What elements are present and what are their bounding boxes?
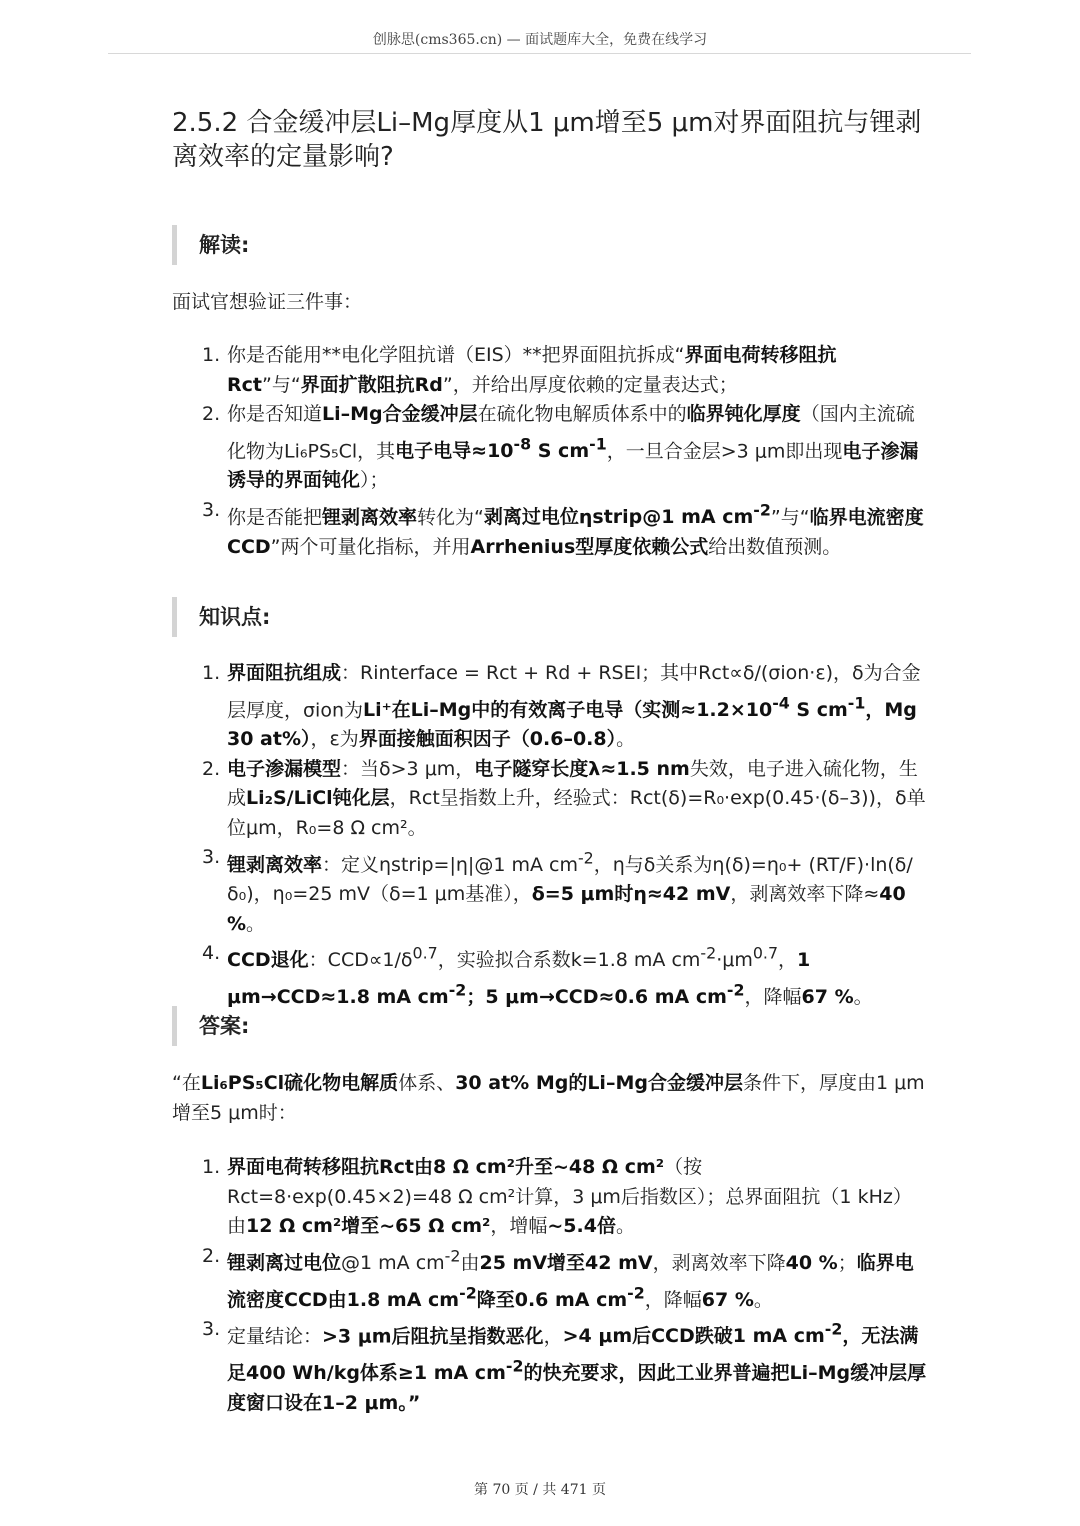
interpretation-intro: 面试官想验证三件事： bbox=[172, 291, 363, 313]
list-item bbox=[172, 755, 927, 844]
list-item bbox=[172, 1153, 927, 1242]
list-item bbox=[172, 659, 927, 755]
answer-intro: “在Li₆PS₅Cl硫化物电解质体系、30 at% Mg的Li–Mg合金缓冲层条件下，厚度由1 μm增至5 μm时： bbox=[172, 1072, 925, 1124]
page-header: 创脉思(cms365.cn) — 面试题库大全，免费在线学习 bbox=[372, 32, 708, 48]
list-item-text: 电子渗漏模型：当δ>3 μm，电子隧穿长度λ≈1.5 nm失效，电子进入硫化物，生成Li₂S/LiCl钝化层，Rct呈指数上升，经验式：Rct(δ)=R₀·exp(0.45·(δ–3))，δ单位μm，R₀=8 Ω cm²。 bbox=[227, 757, 926, 839]
list-item bbox=[172, 939, 927, 1013]
list-item-text: 锂剥离效率：定义ηstrip=|η|@1 mA $cm^{-2}$，η与δ关系为η(δ)=η₀+ (RT/F)·ln(δ/δ₀)，η₀=25 mV（δ=1 μm基准），δ=5 μm时η≈42 mV，剥离效率下降≈40 %。 bbox=[227, 848, 913, 935]
list-item bbox=[172, 1315, 927, 1418]
list-number: 1. bbox=[202, 1156, 221, 1178]
list-item bbox=[172, 1242, 927, 1316]
list-item-text: 你是否能把锂剥离效率转化为“剥离过电位ηstrip@1 mA $cm^{-2}$”与“临界电流密度CCD”两个可量化指标，并用Arrhenius型厚度依赖公式给出数值预测。 bbox=[227, 500, 924, 558]
list-item bbox=[172, 400, 927, 496]
list-number: 1. bbox=[202, 662, 221, 684]
list-item bbox=[172, 496, 927, 562]
list-number: 4. bbox=[202, 942, 221, 965]
list-number: 3. bbox=[202, 846, 221, 869]
page-footer: 第 70 页 / 共 471 页 bbox=[474, 1482, 606, 1498]
list-number: 2. bbox=[202, 1244, 221, 1267]
list-item-text: 你是否能用**电化学阻抗谱（EIS）**把界面阻抗拆成“界面电荷转移阻抗Rct”与“界面扩散阻抗Rd”，并给出厚度依赖的定量表达式； bbox=[227, 344, 837, 396]
question-title: 2.5.2 合金缓冲层Li–Mg厚度从1 μm增至5 μm对界面阻抗与锂剥离效率的定量影响? bbox=[172, 108, 922, 172]
list-item-text: 你是否知道Li–Mg合金缓冲层在硫化物电解质体系中的临界钝化厚度（国内主流硫化物为Li₆PS₅Cl，其电子电导$\approx 10^{-8}$ S $cm^{-1}$，一旦合金层>3 μm即出现电子渗漏诱导的界面钝化）； bbox=[227, 403, 919, 492]
list-item-text: 锂剥离过电位@1 mA $cm^{-2}$由25 mV增至42 mV，剥离效率下降40 %；临界电流密度CCD由1.8 mA $cm^{-2}$降至0.6 mA $cm^{-2}$，降幅67 %。 bbox=[227, 1246, 914, 1311]
list-number: 3. bbox=[202, 1318, 221, 1341]
list-item bbox=[172, 341, 927, 400]
interpretation-list bbox=[172, 341, 927, 562]
list-number: 2. bbox=[202, 757, 221, 780]
list-number: 3. bbox=[202, 498, 221, 521]
answer-list bbox=[172, 1153, 927, 1418]
section-heading-knowledge: 知识点: bbox=[172, 597, 270, 637]
section-heading-interpretation: 解读: bbox=[172, 225, 249, 265]
list-item-text: 界面电荷转移阻抗Rct由8 Ω cm²升至~48 Ω cm²（按Rct=8·exp(0.45×2)=48 Ω cm²计算，3 μm后指数区）；总界面阻抗（1 kHz）由12 Ω cm²增至~65 Ω cm²，增幅~5.4倍。 bbox=[227, 1156, 912, 1237]
list-item-text: 定量结论：>3 μm后阻抗呈指数恶化，>4 μm后CCD跌破1 mA $cm^{-2}$，无法满足400 Wh/kg体系≥1 mA $cm^{-2}$的快充要求，因此工业界普遍把Li–Mg缓冲层厚度窗口设在1–2 μm。” bbox=[227, 1320, 927, 1414]
list-item-text: 界面阻抗组成：Rinterface = Rct + Rd + RSEI；其中Rct∝δ/(σion·ε)，δ为合金层厚度，σion为Li⁺在Li–Mg中的有效离子电导（实测$\approx 1.2\times 10^{-4}$ S $cm^{-1}$，Mg 30 at%），ε为界面接触面积因子（0.6–0.8）。 bbox=[227, 662, 921, 751]
knowledge-list bbox=[172, 659, 927, 1013]
list-item bbox=[172, 843, 927, 939]
list-item-text: CCD退化：$CCD\propto 1/\delta^{0.7}$，实验拟合系数k=1.8 mA $cm^{-2}\cdot\mu m^{0.7}$，1 μm→CCD≈1.8 mA $cm^{-2}$；5 μm→CCD≈0.6 mA $cm^{-2}$，降幅67 %。 bbox=[227, 944, 873, 1009]
list-number: 2. bbox=[202, 403, 221, 425]
list-number: 1. bbox=[202, 344, 221, 366]
header-divider bbox=[108, 53, 971, 54]
section-heading-answer: 答案: bbox=[172, 1006, 249, 1046]
